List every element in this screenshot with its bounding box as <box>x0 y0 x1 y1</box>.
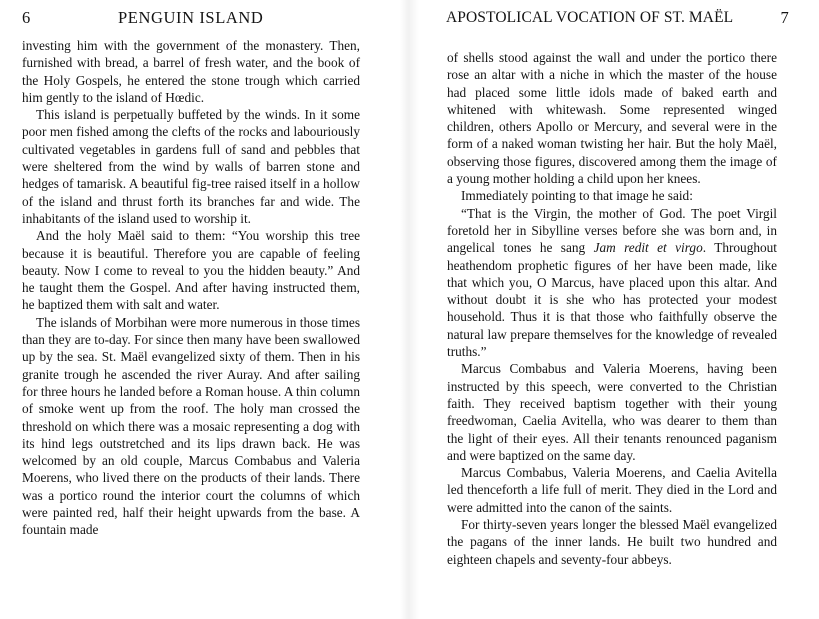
paragraph: Immediately pointing to that image he said: <box>461 188 693 204</box>
paragraph: Marcus Combabus and Valeria Moerens, having been instructed by this speech, were converted to the Christian faith. They received baptism together with their young freedwoman, Caelia Avitella, who was dearer to them than the light of their eyes. All their tenants renounced paganism and were baptized on the same day. <box>447 361 777 463</box>
paragraph: of shells stood against the wall and under the portico there rose an altar with a niche in which the master of the house had placed some little idols made of baked earth and whitened with whitewash. Some represented winged children, others Apollo or Mercury, and several were in the form of a naked woman twisting her hair. But the holy Maël, observing those figures, discovered among them the image of a young mother holding a child upon her knees. <box>447 50 777 187</box>
paragraph: The islands of Morbihan were more numerous in those times than they are to-day. For since then many have been swallowed up by the sea. St. Maël evangelized sixty of them. Then in his granite trough he ascended the river Auray. And after sailing for three hours he landed before a Roman house. A thin column of smoke went up from the roof. The holy man crossed the threshold on which there was a mosaic representing a dog with its hind legs outstretched and its lips drawn back. He was welcomed by an old couple, Marcus Combabus and Valeria Moerens, who lived there on the products of their lands. There was a portico round the interior court the columns of which were painted red, half their height upwards from the base. A fountain made <box>22 314 360 538</box>
right-page-text <box>447 49 777 568</box>
right-page-number: 7 <box>780 8 789 27</box>
left-page <box>22 0 360 619</box>
left-page-number: 6 <box>22 8 31 27</box>
paragraph <box>447 205 777 361</box>
left-page-text <box>22 37 360 539</box>
latin-quote: Jam redit et virgo <box>593 240 703 256</box>
right-running-head <box>446 8 789 30</box>
paragraph: For thirty-seven years longer the blessed Maël evangelized the pagans of the inner lands. He built two hundred and eighteen chapels and seventy-four abbeys. <box>447 517 777 567</box>
right-page <box>446 0 789 619</box>
paragraph: investing him with the government of the monastery. Then, furnished with bread, a barrel of fresh water, and the book of the Holy Gospels, he entered the stone trough which carried him gently to the island of Hœdic. <box>22 38 360 105</box>
paragraph-text: “That is the Virgin, the mother of God. The poet Virgil foretold her in Sibylline verses before she was born and, in angelical tones he sang <box>447 205 777 256</box>
left-running-head <box>22 8 360 30</box>
paragraph: And the holy Maël said to them: “You worship this tree because it is beautiful. Therefore you are capable of feeling beauty. Now I come to reveal to you the hidden beauty.” And he taught them the Gospel. And after having instructed them, he baptized them with salt and water. <box>22 228 360 313</box>
paragraph-text: . Throughout heathendom prophetic figures of her have been made, like that which you, O Marcus, have placed upon this altar. And without doubt it is she who has protected your modest household. Thus it is that those who faithfully observe the natural law prepare themselves for the knowledge of revealed truths.” <box>447 240 777 360</box>
right-running-title: APOSTOLICAL VOCATION OF ST. MAËL <box>446 9 734 26</box>
left-running-title: PENGUIN ISLAND <box>118 8 264 27</box>
book-gutter <box>400 0 419 619</box>
paragraph: This island is perpetually buffeted by the winds. In it some poor men fished among the clefts of the rocks and labouriously cultivated vegetables in gardens full of sand and pebbles that were sheltered from the wind by walls of barren stone and hedges of tamarisk. A beautiful fig-tree raised itself in a hollow of the island and thrust forth its branches far and wide. The inhabitants of the island used to worship it. <box>22 107 360 226</box>
paragraph: Marcus Combabus, Valeria Moerens, and Caelia Avitella led thenceforth a life full of merit. They died in the Lord and were admitted into the canon of the saints. <box>447 465 777 515</box>
